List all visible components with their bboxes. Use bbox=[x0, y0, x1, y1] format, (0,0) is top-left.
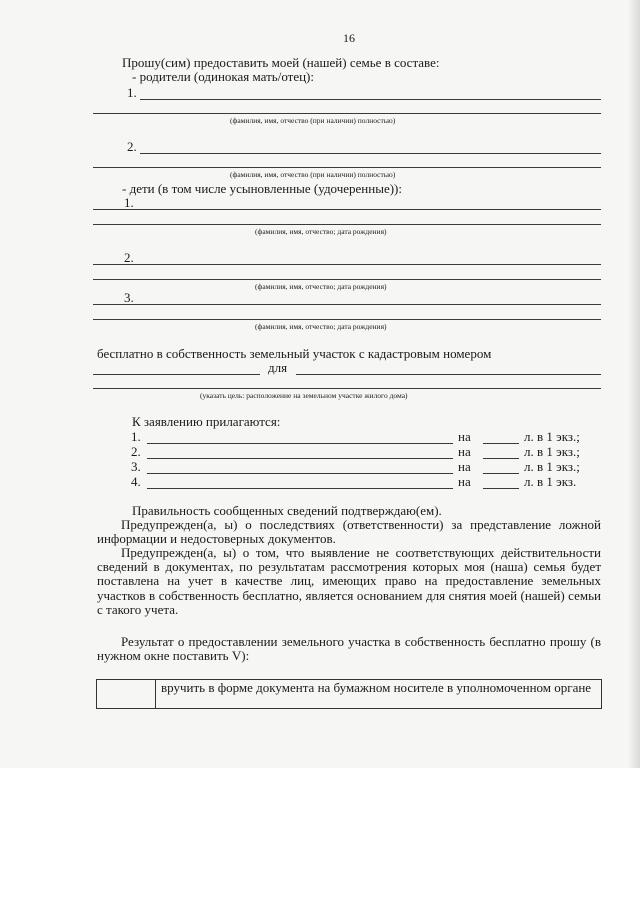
child-1-caption: (фамилия, имя, отчество; дата рождения) bbox=[255, 227, 387, 236]
parent-1-line[interactable] bbox=[140, 99, 601, 100]
purpose-line-2[interactable] bbox=[93, 388, 601, 389]
option-checkbox[interactable] bbox=[97, 680, 156, 708]
child-2-caption: (фамилия, имя, отчество; дата рождения) bbox=[255, 282, 387, 291]
page-number: 16 bbox=[343, 31, 355, 45]
option-text: вручить в форме документа на бумажном носителе в уполномоченном органе bbox=[161, 680, 592, 695]
scan-edge-shadow bbox=[628, 0, 640, 768]
child-1-number: 1. bbox=[124, 195, 134, 210]
attachment-2-line[interactable] bbox=[147, 458, 453, 459]
warning-1-text: Предупрежден(а, ы) о последствиях (ответственности) за представление ложной информации и недостоверных документов. bbox=[97, 517, 601, 547]
cadastral-number-line[interactable] bbox=[93, 374, 260, 375]
attachment-2-na: на bbox=[458, 444, 471, 459]
attachment-3-na: на bbox=[458, 459, 471, 474]
child-2-line[interactable] bbox=[93, 264, 601, 265]
attachment-4-number: 4. bbox=[131, 474, 141, 489]
attachment-4-copies: л. в 1 экз. bbox=[524, 474, 577, 489]
warning-paragraph-2 bbox=[97, 546, 601, 617]
purpose-line[interactable] bbox=[296, 374, 601, 375]
result-paragraph bbox=[97, 635, 601, 663]
child-2-line-2[interactable] bbox=[93, 279, 601, 280]
child-3-number: 3. bbox=[124, 290, 134, 305]
for-word: для bbox=[268, 360, 288, 375]
attachment-1-na: на bbox=[458, 429, 471, 444]
parent-1-number: 1. bbox=[127, 85, 137, 100]
request-line: Прошу(сим) предоставить моей (нашей) семье в составе: bbox=[122, 55, 440, 70]
attachment-4-line[interactable] bbox=[147, 488, 453, 489]
child-3-line-2[interactable] bbox=[93, 319, 601, 320]
confirm-statement: Правильность сообщенных сведений подтверждаю(ем). bbox=[132, 503, 442, 518]
attachment-1-copies: л. в 1 экз.; bbox=[524, 429, 580, 444]
child-3-caption: (фамилия, имя, отчество; дата рождения) bbox=[255, 322, 387, 331]
attachment-3-copies: л. в 1 экз.; bbox=[524, 459, 580, 474]
attachment-1-number: 1. bbox=[131, 429, 141, 444]
attachment-3-pages[interactable] bbox=[483, 473, 519, 474]
parent-2-line[interactable] bbox=[140, 153, 601, 154]
child-3-line[interactable] bbox=[93, 304, 601, 305]
warning-2-text: Предупрежден(а, ы) о том, что выявление не соответствующих действительности сведений в документах, по результатам рассмотрения которых моя (наша) семья будет поставлена на учет в качестве лиц, имеющих право на предоставление земельных участков в собственность бесплатно, является основанием для снятия моей (нашей) семьи с такого учета. bbox=[97, 545, 601, 617]
parent-2-number: 2. bbox=[127, 139, 137, 154]
attachments-heading: К заявлению прилагаются: bbox=[132, 414, 281, 429]
attachment-3-line[interactable] bbox=[147, 473, 453, 474]
land-line: бесплатно в собственность земельный участок с кадастровым номером bbox=[97, 346, 492, 361]
parents-heading: - родители (одинокая мать/отец): bbox=[132, 69, 314, 84]
child-1-line[interactable] bbox=[93, 209, 601, 210]
child-1-line-2[interactable] bbox=[93, 224, 601, 225]
result-text: Результат о предоставлении земельного участка в собственность бесплатно прошу (в нужном окне поставить V): bbox=[97, 634, 601, 664]
children-heading: - дети (в том числе усыновленные (удочеренные)): bbox=[122, 181, 402, 196]
attachment-2-pages[interactable] bbox=[483, 458, 519, 459]
warning-paragraph-1 bbox=[97, 518, 601, 546]
attachment-2-copies: л. в 1 экз.; bbox=[524, 444, 580, 459]
attachment-4-pages[interactable] bbox=[483, 488, 519, 489]
attachment-1-pages[interactable] bbox=[483, 443, 519, 444]
parent-1-line-2[interactable] bbox=[93, 113, 601, 114]
attachment-2-number: 2. bbox=[131, 444, 141, 459]
parent-2-line-2[interactable] bbox=[93, 167, 601, 168]
attachment-3-number: 3. bbox=[131, 459, 141, 474]
land-caption: (указать цель: расположение на земельном участке жилого дома) bbox=[200, 391, 408, 400]
parent-1-caption: (фамилия, имя, отчество (при наличии) полностью) bbox=[230, 116, 396, 125]
child-2-number: 2. bbox=[124, 250, 134, 265]
attachment-4-na: на bbox=[458, 474, 471, 489]
attachment-1-line[interactable] bbox=[147, 443, 453, 444]
result-option-row bbox=[96, 679, 602, 709]
parent-2-caption: (фамилия, имя, отчество (при наличии) полностью) bbox=[230, 170, 396, 179]
